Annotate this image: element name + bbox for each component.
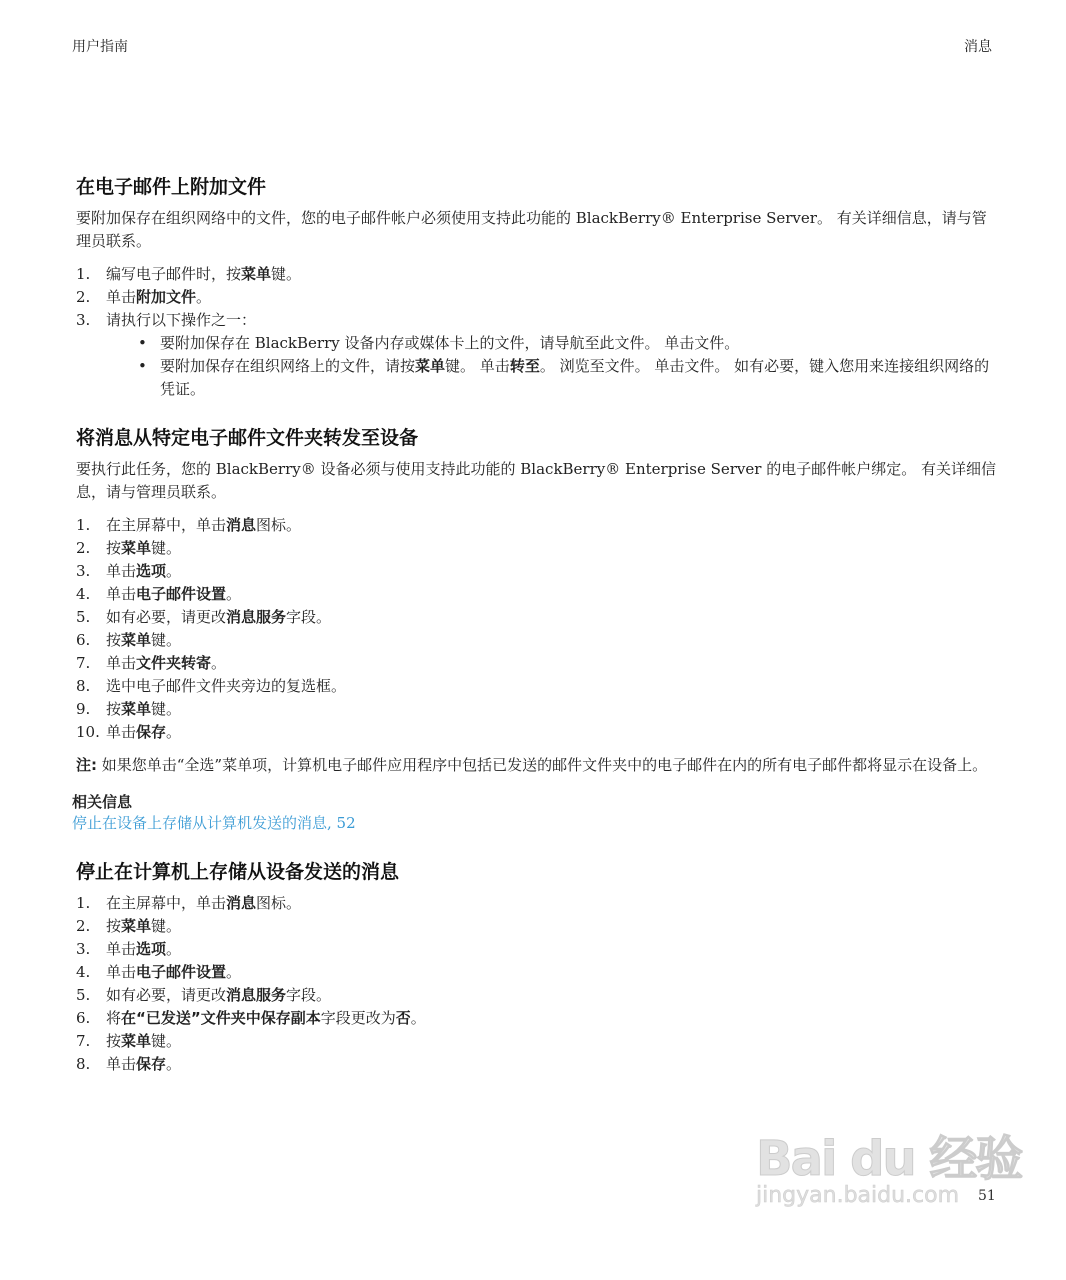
step-item <box>76 514 996 537</box>
bold-term: 附加文件 <box>136 288 197 306</box>
bold-term: 否 <box>395 1009 411 1027</box>
watermark-url: jingyan.baidu.com <box>756 1183 960 1208</box>
bold-term: 消息 <box>226 516 257 534</box>
text-run: 。 <box>166 723 182 741</box>
bullet-icon: • <box>138 357 147 375</box>
text-run: 单击 <box>106 585 137 603</box>
text-run: 按 <box>106 631 122 649</box>
bold-term: 电子邮件设置 <box>136 585 227 603</box>
step-item <box>76 652 996 675</box>
step-number: 4. <box>76 963 91 981</box>
step-item <box>76 1007 996 1030</box>
step-item <box>76 560 996 583</box>
step-number: 2. <box>76 917 91 935</box>
page-number: 51 <box>978 1188 996 1204</box>
bold-term: 菜单 <box>415 357 446 375</box>
section <box>76 172 996 401</box>
step-number: 8. <box>76 677 91 695</box>
header-guide-title: 用户指南 <box>72 39 128 55</box>
bullet-icon: • <box>138 334 147 352</box>
note <box>76 754 996 777</box>
text-run: 按 <box>106 700 122 718</box>
step-number: 3. <box>76 940 91 958</box>
bold-term: 保存 <box>136 723 167 741</box>
step-number: 2. <box>76 288 91 306</box>
step-item <box>76 583 996 606</box>
related-info-link[interactable]: 停止在设备上存储从计算机发送的消息, 52 <box>72 814 356 832</box>
step-item <box>76 892 996 915</box>
step-item <box>76 675 996 698</box>
watermark-brand: Bai du 经验 <box>756 1131 1022 1187</box>
step-item <box>76 915 996 938</box>
content <box>72 172 996 1098</box>
text-run: 键。 <box>271 265 302 283</box>
step-number: 6. <box>76 1009 91 1027</box>
bold-term: 消息服务 <box>226 608 287 626</box>
section-heading: 将消息从特定电子邮件文件夹转发至设备 <box>76 427 419 449</box>
step-item <box>76 263 996 286</box>
bold-term: 消息服务 <box>226 986 287 1004</box>
text-run: 键。 <box>151 631 182 649</box>
steps-list <box>76 892 996 1076</box>
bold-term: 选项 <box>136 562 167 580</box>
text-run: 要附加保存在组织网络上的文件，请按 <box>160 357 416 375</box>
text-run: 。 <box>211 654 227 672</box>
step-number: 5. <box>76 608 91 626</box>
bold-term: 转至 <box>509 357 540 375</box>
step-item <box>76 938 996 961</box>
text-run: 键。 <box>151 1032 182 1050</box>
steps-list <box>76 263 996 401</box>
section-intro: 要执行此任务，您的 BlackBerry® 设备必须与使用支持此功能的 BlackBerry® Enterprise Server 的电子邮件帐户绑定。 有关详细信息，请与管理员联系。 <box>76 460 996 501</box>
bold-term: 保存 <box>136 1055 167 1073</box>
step-number: 1. <box>76 265 91 283</box>
text-run: 图标。 <box>256 516 302 534</box>
bold-term: 选项 <box>136 940 167 958</box>
header-chapter: 消息 <box>964 39 992 55</box>
bullet-item <box>130 355 996 401</box>
text-run: 按 <box>106 917 122 935</box>
step-item <box>76 721 996 744</box>
text-run: 选中电子邮件文件夹旁边的复选框。 <box>106 677 347 695</box>
text-run: 字段更改为 <box>320 1009 396 1027</box>
step-number: 8. <box>76 1055 91 1073</box>
bold-term: 菜单 <box>121 631 152 649</box>
step-number: 9. <box>76 700 91 718</box>
text-run: 单击 <box>106 723 137 741</box>
text-run: 。 <box>410 1009 426 1027</box>
note-text: 如果您单击“全选”菜单项，计算机电子邮件应用程序中包括已发送的邮件文件夹中的电子邮件在内的所有电子邮件都将显示在设备上。 <box>97 756 988 774</box>
step-item <box>76 1053 996 1076</box>
text-run: 。 <box>226 963 242 981</box>
section <box>72 423 996 835</box>
text-run: 。 浏览至文件。 单击文件。 如有必要，键入您用来连接组织网络的凭证。 <box>160 357 990 398</box>
section-intro: 要附加保存在组织网络中的文件，您的电子邮件帐户必须使用支持此功能的 BlackBerry® Enterprise Server。 有关详细信息，请与管理员联系。 <box>76 209 987 250</box>
step-item <box>76 309 996 401</box>
text-run: 。 <box>226 585 242 603</box>
text-run: 键。 <box>151 917 182 935</box>
text-run: 单击 <box>106 288 137 306</box>
bold-term: 文件夹转寄 <box>136 654 212 672</box>
bold-term: 菜单 <box>121 1032 152 1050</box>
bold-term: 消息 <box>226 894 257 912</box>
section-heading: 在电子邮件上附加文件 <box>76 176 267 198</box>
section-heading: 停止在计算机上存储从设备发送的消息 <box>76 861 400 883</box>
step-item <box>76 286 996 309</box>
bullet-list <box>106 332 996 401</box>
bold-term: 菜单 <box>241 265 272 283</box>
step-item <box>76 629 996 652</box>
text-run: 按 <box>106 1032 122 1050</box>
step-number: 7. <box>76 654 91 672</box>
text-run: 。 <box>166 562 182 580</box>
text-run: 键。 <box>151 700 182 718</box>
text-run: 将 <box>106 1009 122 1027</box>
step-number: 1. <box>76 894 91 912</box>
step-item <box>76 961 996 984</box>
text-run: 如有必要，请更改 <box>106 986 227 1004</box>
step-item <box>76 1030 996 1053</box>
text-run: 单击 <box>106 654 137 672</box>
text-run: 编写电子邮件时，按 <box>106 265 242 283</box>
text-run: 图标。 <box>256 894 302 912</box>
text-run: 字段。 <box>286 608 332 626</box>
bold-term: 菜单 <box>121 700 152 718</box>
bold-term: 菜单 <box>121 917 152 935</box>
text-run: 单击 <box>106 940 137 958</box>
step-number: 4. <box>76 585 91 603</box>
text-run: 字段。 <box>286 986 332 1004</box>
text-run: 单击 <box>106 963 137 981</box>
step-number: 3. <box>76 311 91 329</box>
step-number: 7. <box>76 1032 91 1050</box>
bold-term: 在“已发送”文件夹中保存副本 <box>121 1009 321 1027</box>
text-run: 键。 <box>151 539 182 557</box>
step-item <box>76 606 996 629</box>
text-run: 。 <box>196 288 212 306</box>
text-run: 键。 单击 <box>445 357 510 375</box>
text-run: 在主屏幕中，单击 <box>106 894 227 912</box>
step-item <box>76 698 996 721</box>
step-item <box>76 984 996 1007</box>
step-number: 1. <box>76 516 91 534</box>
text-run: 按 <box>106 539 122 557</box>
related-info-heading: 相关信息 <box>72 793 133 811</box>
step-number: 10. <box>76 723 100 741</box>
step-number: 2. <box>76 539 91 557</box>
text-run: 。 <box>166 940 182 958</box>
text-run: 在主屏幕中，单击 <box>106 516 227 534</box>
text-run: 要附加保存在 BlackBerry 设备内存或媒体卡上的文件，请导航至此文件。 单击文件。 <box>160 334 740 352</box>
step-item <box>76 537 996 560</box>
text-run: 单击 <box>106 562 137 580</box>
note-label: 注: <box>76 756 97 774</box>
text-run: 。 <box>166 1055 182 1073</box>
text-run: 请执行以下操作之一： <box>106 311 257 329</box>
bold-term: 电子邮件设置 <box>136 963 227 981</box>
text-run: 单击 <box>106 1055 137 1073</box>
text-run: 如有必要，请更改 <box>106 608 227 626</box>
step-number: 6. <box>76 631 91 649</box>
bullet-item <box>130 332 996 355</box>
bold-term: 菜单 <box>121 539 152 557</box>
section <box>76 857 996 1076</box>
step-number: 3. <box>76 562 91 580</box>
step-number: 5. <box>76 986 91 1004</box>
steps-list <box>76 514 996 744</box>
